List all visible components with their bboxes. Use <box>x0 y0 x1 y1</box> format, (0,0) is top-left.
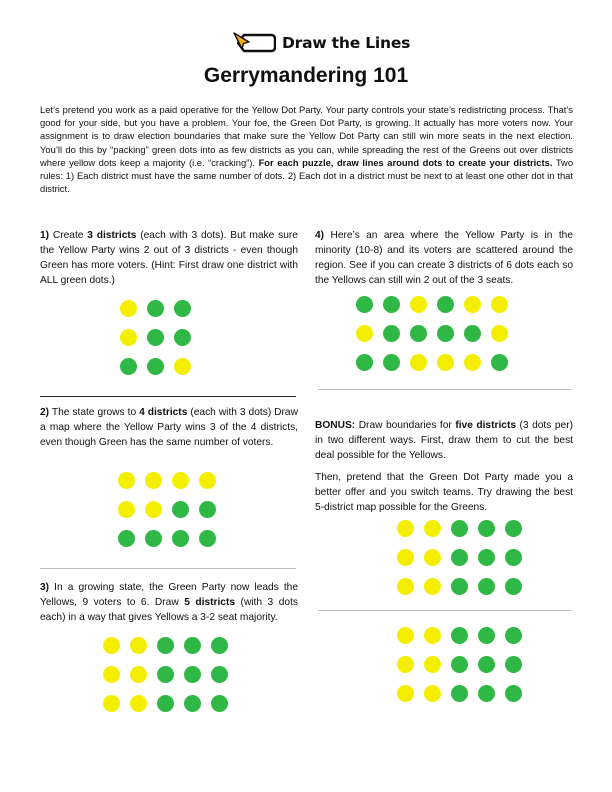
green-dot <box>172 530 189 547</box>
yellow-dot <box>120 300 137 317</box>
green-dot <box>184 637 201 654</box>
yellow-dot <box>464 354 481 371</box>
green-dot <box>437 325 454 342</box>
yellow-dot <box>424 549 441 566</box>
puzzle-4-text-a: Here’s an area where the Yellow Party is in the minority (10-8) and its voters are scattered around the region. See if you can create 3 districts of 6 dots each so the Yellows can still win 2 out of the 3 seats. <box>315 230 573 286</box>
yellow-dot <box>103 666 120 683</box>
puzzle-4-number: 4) <box>315 230 325 241</box>
puzzle-1-text <box>40 228 298 288</box>
divider-line <box>318 610 571 611</box>
green-dot <box>451 578 468 595</box>
yellow-dot <box>130 695 147 712</box>
brand-name: Draw the Lines <box>282 34 411 52</box>
green-dot <box>199 530 216 547</box>
puzzle-3-text <box>40 580 298 625</box>
green-dot <box>356 354 373 371</box>
green-dot <box>147 329 164 346</box>
yellow-dot <box>491 296 508 313</box>
green-dot <box>478 549 495 566</box>
green-dot <box>478 578 495 595</box>
yellow-dot <box>397 578 414 595</box>
yellow-dot <box>397 685 414 702</box>
green-dot <box>464 325 481 342</box>
yellow-dot <box>130 666 147 683</box>
bonus-text <box>315 418 573 515</box>
green-dot <box>451 627 468 644</box>
green-dot <box>211 695 228 712</box>
logo <box>230 29 410 57</box>
green-dot <box>410 325 427 342</box>
green-dot <box>184 666 201 683</box>
bonus-emphasis: five districts <box>455 420 517 431</box>
yellow-dot <box>397 627 414 644</box>
green-dot <box>505 520 522 537</box>
yellow-dot <box>120 329 137 346</box>
yellow-dot <box>172 472 189 489</box>
green-dot <box>478 627 495 644</box>
green-dot <box>120 358 137 375</box>
intro-instruction: For each puzzle, draw lines around dots to create your districts. <box>258 156 553 168</box>
puzzle-1-number: 1) <box>40 230 50 241</box>
pointer-hand-icon <box>230 30 276 56</box>
green-dot <box>505 685 522 702</box>
divider-line <box>40 568 296 569</box>
green-dot <box>505 549 522 566</box>
puzzle-2-emphasis: 4 districts <box>139 407 188 418</box>
yellow-dot <box>424 627 441 644</box>
green-dot <box>478 656 495 673</box>
puzzle-3-text-b: (with 3 dots each) in a way that gives Yellows a 3-2 seat majority. <box>40 597 298 623</box>
yellow-dot <box>397 520 414 537</box>
green-dot <box>505 656 522 673</box>
green-dot <box>118 530 135 547</box>
green-dot <box>437 296 454 313</box>
bonus-text-b: (3 dots per) in two different ways. First, draw them to cut the best deal possible for the Yellows. <box>315 420 573 461</box>
yellow-dot <box>491 325 508 342</box>
green-dot <box>505 627 522 644</box>
yellow-dot <box>424 578 441 595</box>
puzzle-1-emphasis: 3 districts <box>87 230 137 241</box>
intro-rules: Two rules: 1) Each district must have the same number of dots. 2) Each dot in a district must be next to at least one other dot in that district. <box>40 156 574 195</box>
puzzle-2-text-a: The state grows to <box>51 407 137 418</box>
green-dot <box>157 666 174 683</box>
bonus-text-c: Then, pretend that the Green Dot Party made you a better offer and you switch teams. Try drawing the best 5-district map possible for the Greens. <box>315 472 573 513</box>
puzzle-2-text <box>40 405 298 450</box>
green-dot <box>383 296 400 313</box>
yellow-dot <box>437 354 454 371</box>
yellow-dot <box>397 656 414 673</box>
yellow-dot <box>103 695 120 712</box>
green-dot <box>172 501 189 518</box>
yellow-dot <box>410 296 427 313</box>
green-dot <box>383 354 400 371</box>
green-dot <box>147 358 164 375</box>
green-dot <box>356 296 373 313</box>
green-dot <box>174 329 191 346</box>
puzzle-1-text-a: Create <box>52 230 84 241</box>
green-dot <box>451 656 468 673</box>
intro-text: Let’s pretend you work as a paid operative for the Yellow Dot Party. Your party controls your state’s redistricting process. That’s good for your side, but you have a problem. Your foe, the Green Dot Party, is growing. It actually has more voters now. Your assignment is to draw election boundaries that make sure the Yellow Dot Party can still win more seats in the next election. You’ll do this by “packing” green dots into as few districts as you can, while spreading the rest of the Greens out over districts where yellow dots keep a majority (i.e. “cracking”). <box>40 104 573 168</box>
puzzle-3-emphasis: 5 districts <box>184 597 236 608</box>
yellow-dot <box>199 472 216 489</box>
divider-line <box>40 396 296 397</box>
yellow-dot <box>356 325 373 342</box>
yellow-dot <box>424 685 441 702</box>
green-dot <box>157 637 174 654</box>
green-dot <box>451 520 468 537</box>
puzzle-2-number: 2) <box>40 407 50 418</box>
yellow-dot <box>145 501 162 518</box>
green-dot <box>383 325 400 342</box>
green-dot <box>211 637 228 654</box>
puzzle-3-text-a: In a growing state, the Green Party now leads the Yellows, 9 voters to 6. Draw <box>40 582 298 608</box>
green-dot <box>491 354 508 371</box>
green-dot <box>174 300 191 317</box>
green-dot <box>145 530 162 547</box>
bonus-label: BONUS: <box>315 420 356 431</box>
green-dot <box>211 666 228 683</box>
divider-line <box>318 389 571 390</box>
green-dot <box>199 501 216 518</box>
page-title: Gerrymandering 101 <box>203 64 409 87</box>
bonus-text-a: Draw boundaries for <box>358 420 452 431</box>
green-dot <box>184 695 201 712</box>
green-dot <box>451 685 468 702</box>
yellow-dot <box>145 472 162 489</box>
green-dot <box>147 300 164 317</box>
green-dot <box>157 695 174 712</box>
intro-paragraph <box>40 103 573 195</box>
green-dot <box>451 549 468 566</box>
yellow-dot <box>103 637 120 654</box>
green-dot <box>478 520 495 537</box>
yellow-dot <box>424 520 441 537</box>
yellow-dot <box>118 501 135 518</box>
yellow-dot <box>464 296 481 313</box>
puzzle-3-number: 3) <box>40 582 50 593</box>
yellow-dot <box>130 637 147 654</box>
puzzle-1-text-b: (each with 3 dots). But make sure the Yellow Party wins 2 out of 3 districts - even though Green has more voters. (Hint: First draw one district with ALL green dots.) <box>40 230 298 286</box>
puzzle-2-text-b: (each with 3 dots) Draw a map where the Yellow Party wins 3 of the 4 districts, even though Green has the same number of voters. <box>40 407 298 448</box>
yellow-dot <box>118 472 135 489</box>
yellow-dot <box>397 549 414 566</box>
green-dot <box>505 578 522 595</box>
yellow-dot <box>424 656 441 673</box>
puzzle-4-text <box>315 228 573 288</box>
yellow-dot <box>174 358 191 375</box>
yellow-dot <box>410 354 427 371</box>
green-dot <box>478 685 495 702</box>
